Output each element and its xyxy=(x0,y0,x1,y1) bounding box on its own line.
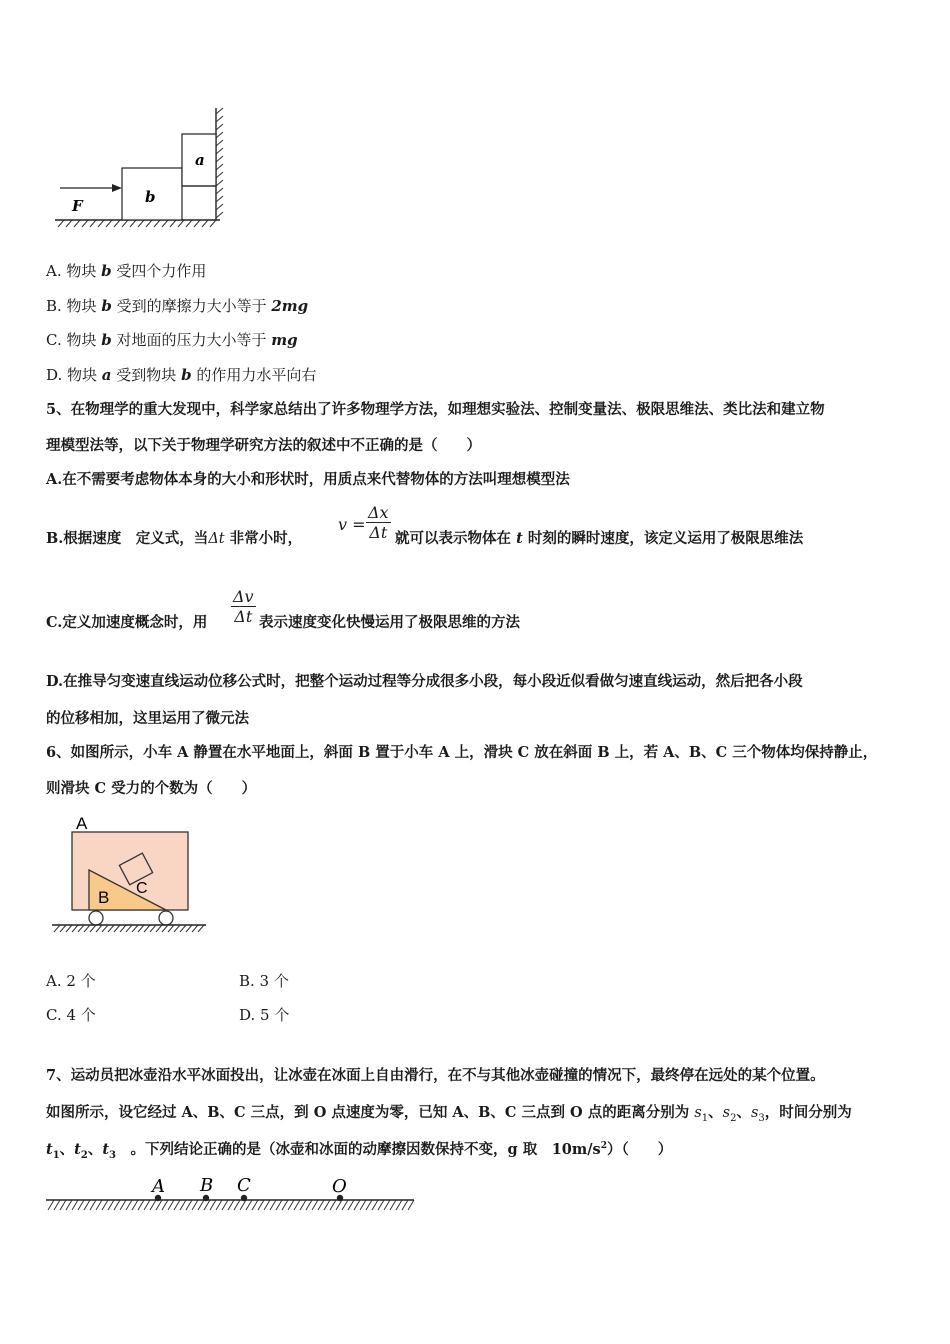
q5-option-d-line1[interactable]: D.在推导匀变速直线运动位移公式时，把整个运动过程等分成很多小段，每小段近似看做匀速直线运动，然后把各小段 xyxy=(46,673,803,690)
q6-option-c[interactable]: C. 4 个 xyxy=(46,1006,96,1024)
q5-stem-line1: 5、在物理学的重大发现中，科学家总结出了许多物理学方法，如理想实验法、控制变量法、极限思维法、类比法和建立物 xyxy=(46,401,825,418)
q4-option-d[interactable]: D. 物块 a 受到物块 b 的作用力水平向右 xyxy=(46,366,317,384)
q5-stem-line2: 理模型法等，以下关于物理学研究方法的叙述中不正确的是（ ） xyxy=(46,437,481,454)
q5-b-velocity: v = xyxy=(338,515,366,534)
q5-option-a[interactable]: A.在不需要考虑物体本身的大小和形状时，用质点来代替物体的方法叫理想模型法 xyxy=(46,471,570,488)
label-wedge-B: B xyxy=(98,888,110,907)
label-F: F xyxy=(72,197,83,215)
label-cart-A: A xyxy=(76,814,88,833)
q6-stem-line2: 则滑块 C 受力的个数为（ ） xyxy=(46,780,257,797)
q7-stem-line1: 7、运动员把冰壶沿水平冰面投出，让冰壶在冰面上自由滑行，在不与其他冰壶碰撞的情况下，最终停在远处的某个位置。 xyxy=(46,1067,825,1084)
q5-b-fraction: Δx Δt xyxy=(368,503,389,542)
q6-option-b[interactable]: B. 3 个 xyxy=(239,972,289,990)
q7-stem-line3: $t_1$、$t_2$、$t_3$ 。下列结论正确的是（冰壶和冰面的动摩擦因数保持不变，g 取 $10m/s^2$）（ ） xyxy=(46,1141,673,1161)
point-O-label: O xyxy=(332,1176,347,1197)
q7-stem-line2: 如图所示，设它经过 A、B、C 三点，到 O 点速度为零，已知 A、B、C 三点到 O 点的距离分别为 $s_1$、$s_2$、$s_3$，时间分别为 xyxy=(46,1104,852,1124)
q4-option-c[interactable]: C. 物块 b 对地面的压力大小等于 mg xyxy=(46,331,298,349)
q6-stem-line1: 6、如图所示，小车 A 静置在水平地面上，斜面 B 置于小车 A 上，滑块 C 放在斜面 B 上，若 A、B、C 三个物体均保持静止， xyxy=(46,744,878,761)
q4-figure xyxy=(50,100,250,245)
q5-option-b[interactable]: B.根据速度 定义式，当Δt 非常小时， xyxy=(46,530,303,547)
q5-option-d-line2: 的位移相加，这里运用了微元法 xyxy=(46,710,249,727)
point-B-label: B xyxy=(200,1175,214,1196)
q6-figure xyxy=(48,812,213,942)
q6-option-d[interactable]: D. 5 个 xyxy=(239,1006,290,1024)
q4-option-a[interactable]: A. 物块 b 受四个力作用 xyxy=(46,262,207,280)
point-A-label: A xyxy=(152,1176,165,1197)
q4-option-b[interactable]: B. 物块 b 受到的摩擦力大小等于 2mg xyxy=(46,297,309,315)
label-block-C: C xyxy=(136,880,148,897)
q5-c-fraction: Δv Δt xyxy=(233,587,254,626)
q5-option-b-tail: 就可以表示物体在 t 时刻的瞬时速度，该定义运用了极限思维法 xyxy=(395,530,804,547)
point-C-label: C xyxy=(237,1175,251,1196)
q5-option-c[interactable]: C.定义加速度概念时，用 xyxy=(46,614,208,631)
q7-figure xyxy=(42,1170,422,1218)
label-b: b xyxy=(145,188,156,206)
label-a: a xyxy=(195,151,205,169)
q6-option-a[interactable]: A. 2 个 xyxy=(46,972,96,990)
q5-option-c-tail: 表示速度变化快慢运用了极限思维的方法 xyxy=(259,614,520,631)
